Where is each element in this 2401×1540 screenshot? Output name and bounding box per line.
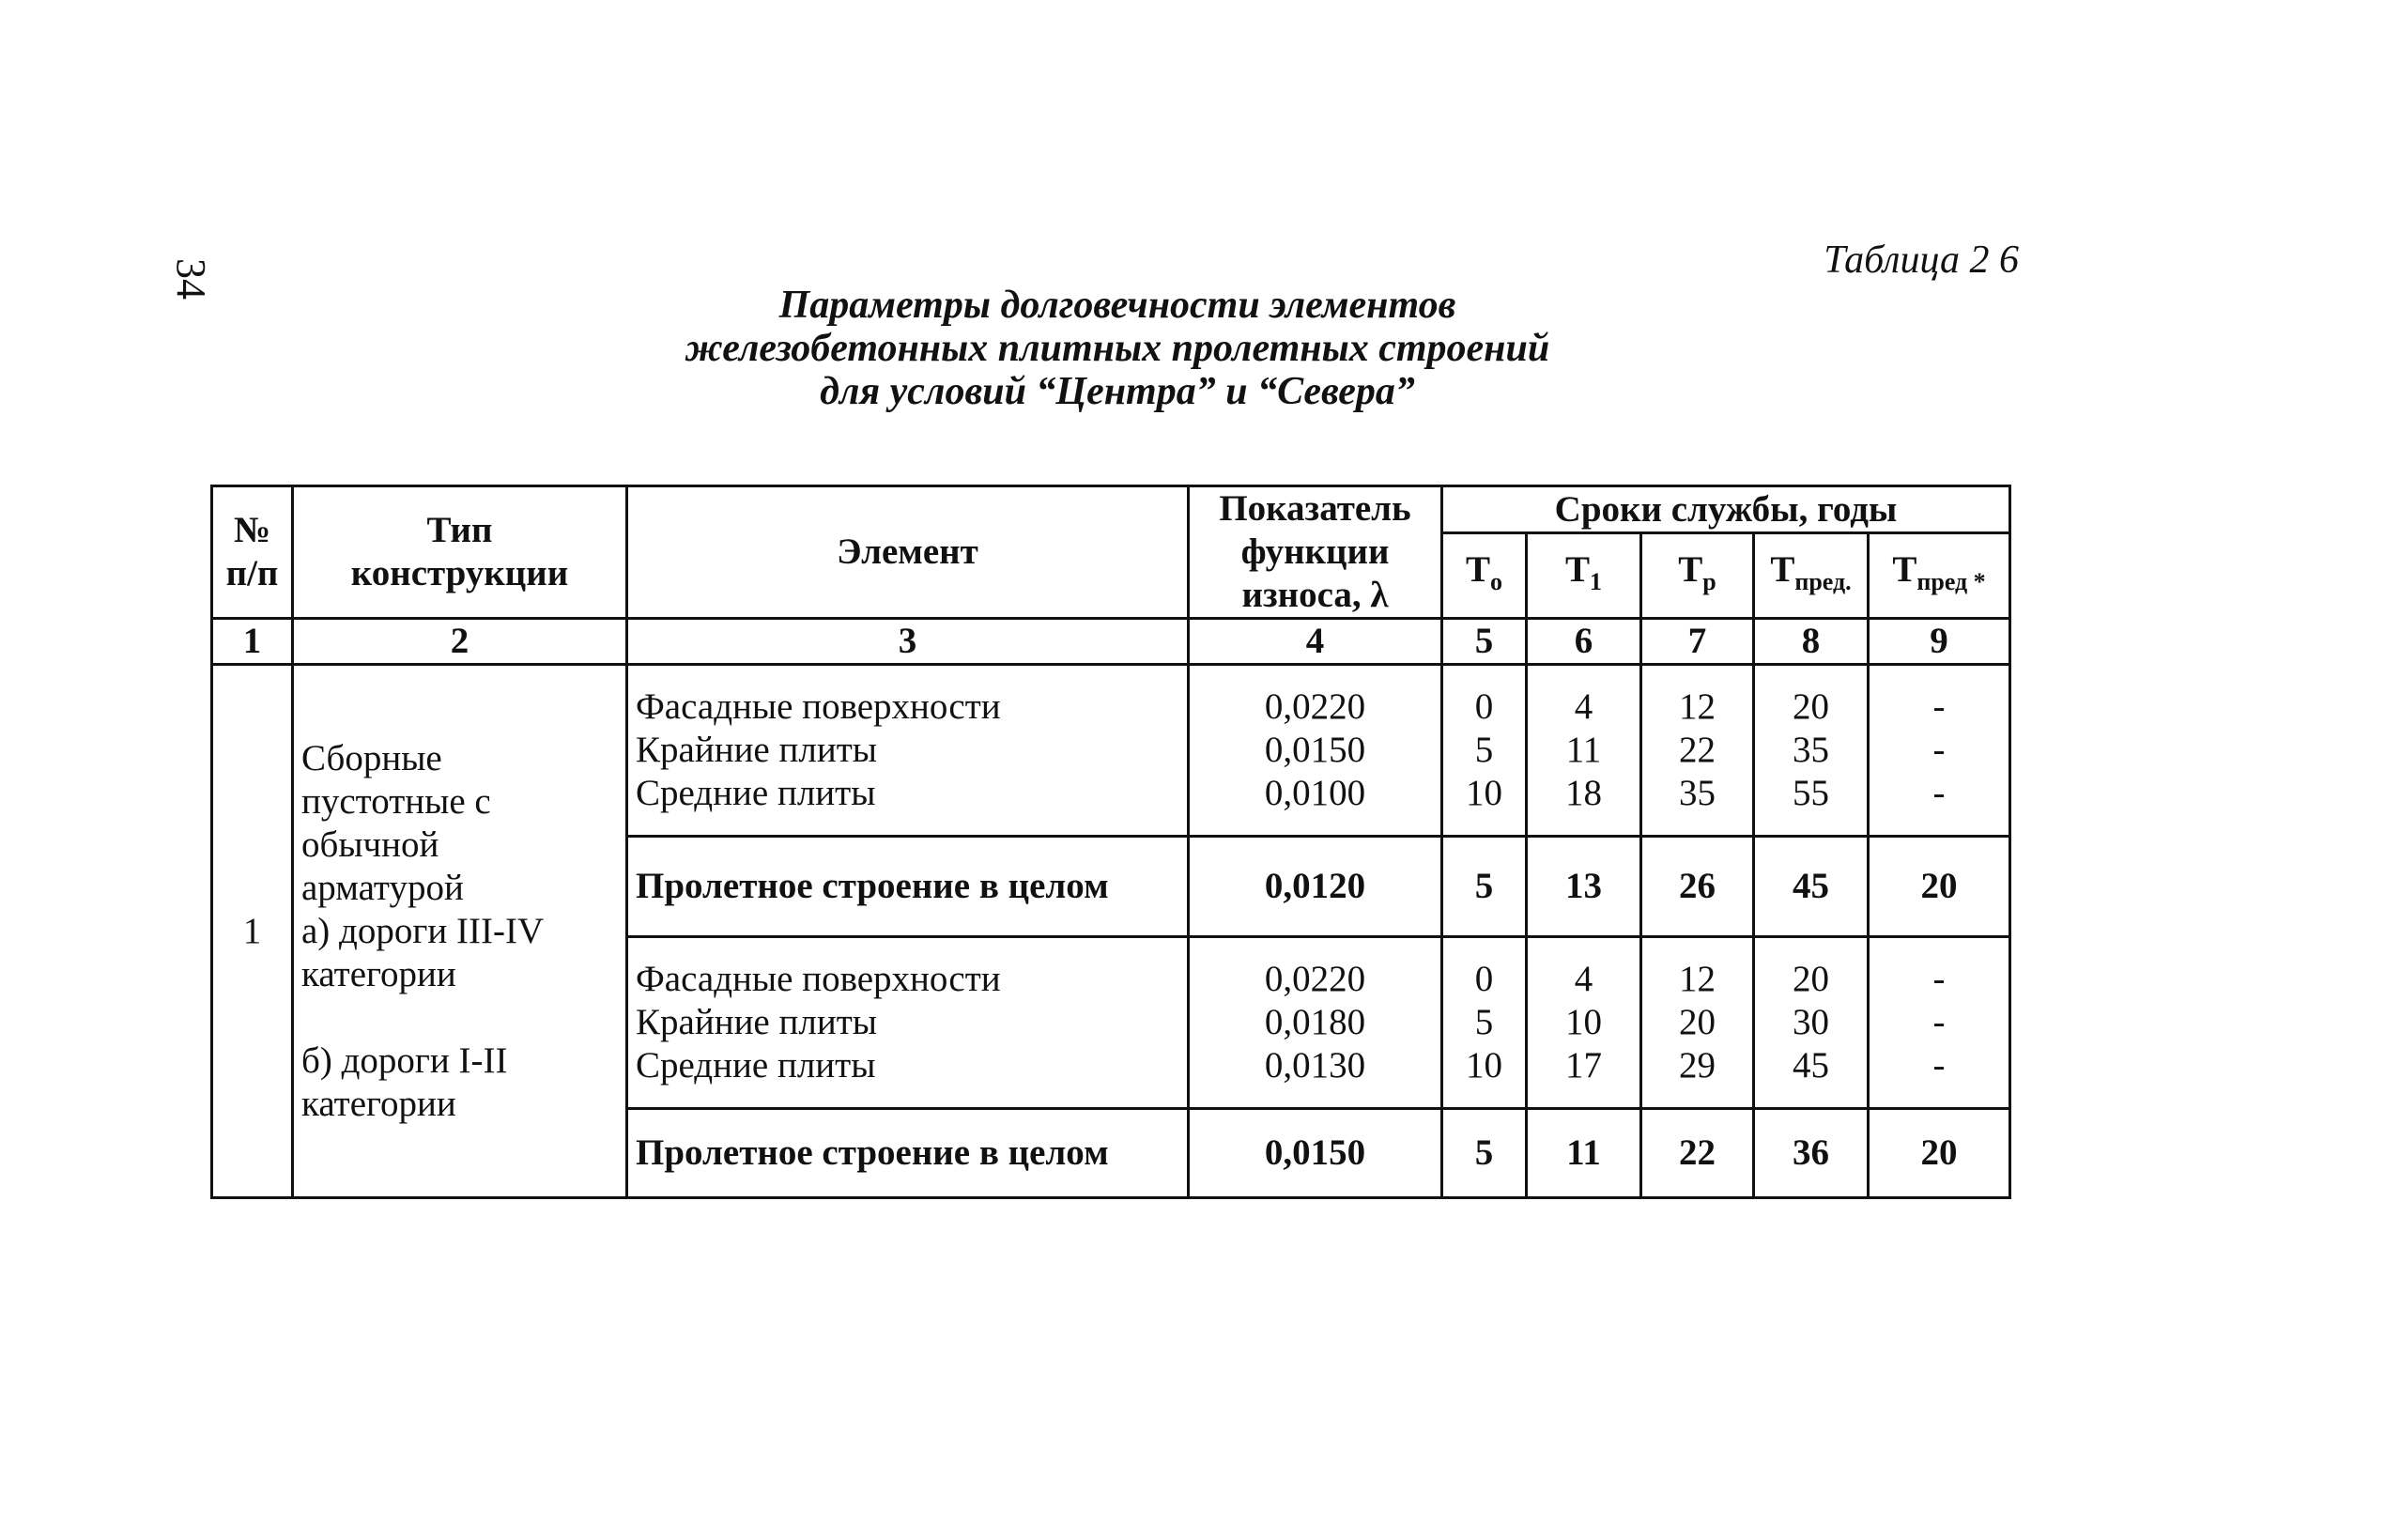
durability-table [210,485,2011,1199]
t-subscript: 1 [1590,567,1602,595]
t1-value: 10 [1565,1002,1602,1042]
total-tpred: 36 [1754,1109,1869,1198]
element-names-cell [627,937,1189,1109]
element-name: Крайние плиты [636,730,877,770]
t0-values-cell [1442,937,1527,1109]
column-number: 6 [1527,619,1641,665]
tpred-star-value: - [1932,730,1946,770]
element-name: Фасадные поверхности [636,686,1001,727]
tpred-value: 20 [1793,959,1829,999]
title-line: для условий “Центра” и “Севера” [820,370,1415,413]
column-number: 8 [1754,619,1869,665]
tpred-star-value: - [1932,686,1946,727]
construction-type-line: б) дороги I-II [301,1040,508,1081]
tp-value: 35 [1679,773,1716,813]
t-subscript: пред * [1916,567,1986,595]
column-number: 2 [293,619,627,665]
header-text: № [233,510,271,550]
construction-type-line: Сборные [301,737,442,778]
lambda-value: 0,0130 [1264,1045,1366,1086]
header-text: конструкции [350,553,569,593]
header-tpred-star [1869,533,2010,619]
t-symbol: Т [1770,548,1795,590]
tp-value: 20 [1679,1002,1716,1042]
header-tp [1641,533,1754,619]
construction-type-line: категории [301,1083,456,1124]
t1-values-cell [1527,665,1641,837]
header-wear-index [1189,486,1442,619]
tpred-star-values-cell [1869,665,2010,837]
element-name: Крайние плиты [636,1002,877,1042]
construction-type-spacer [301,996,618,1040]
t1-value: 4 [1574,959,1593,999]
element-name: Средние плиты [636,1045,876,1086]
tp-value: 29 [1679,1045,1716,1086]
t-subscript: р [1702,567,1716,595]
title-line: Параметры долговечности элементов [778,284,1456,327]
page-number: 34 [168,258,214,300]
tp-value: 22 [1679,730,1716,770]
tp-value: 12 [1679,686,1716,727]
tpred-values-cell [1754,665,1869,837]
tpred-star-value: - [1932,1045,1946,1086]
tpred-star-value: - [1932,773,1946,813]
column-number: 3 [627,619,1189,665]
total-tpred: 45 [1754,837,1869,937]
tpred-star-value: - [1932,1002,1946,1042]
column-number: 5 [1442,619,1527,665]
total-t0: 5 [1442,1109,1527,1198]
lambda-value: 0,0100 [1264,773,1366,813]
tp-values-cell [1641,937,1754,1109]
total-name: Пролетное строение в целом [627,837,1189,937]
total-tp: 22 [1641,1109,1754,1198]
lambda-values-cell [1189,937,1442,1109]
header-text: Тип [426,510,493,550]
table-label: Таблица 2 6 [1824,239,2019,282]
t-symbol: Т [1564,548,1590,590]
lambda-value: 0,0220 [1264,959,1366,999]
header-text: функции [1240,531,1390,572]
header-text: износа, λ [1241,575,1389,615]
total-lambda: 0,0150 [1189,1109,1442,1198]
header-row-number [212,486,293,619]
t-subscript: пред. [1794,567,1852,595]
tpred-value: 35 [1793,730,1829,770]
total-t0: 5 [1442,837,1527,937]
tpred-value: 30 [1793,1002,1829,1042]
table-row [212,665,2010,837]
construction-type-cell [293,665,627,1198]
total-tp: 26 [1641,837,1754,937]
tpred-star-values-cell [1869,937,2010,1109]
t0-value: 5 [1474,730,1494,770]
t0-values-cell [1442,665,1527,837]
column-number: 4 [1189,619,1442,665]
header-service-life: Сроки службы, годы [1442,486,2010,533]
header-element: Элемент [627,486,1189,619]
t0-value: 10 [1466,773,1502,813]
lambda-value: 0,0150 [1264,730,1366,770]
element-names-cell [627,665,1189,837]
total-name: Пролетное строение в целом [627,1109,1189,1198]
t-symbol: Т [1892,548,1917,590]
header-t0 [1442,533,1527,619]
header-tpred [1754,533,1869,619]
total-tpred-star: 20 [1869,837,2010,937]
lambda-value: 0,0220 [1264,686,1366,727]
tp-value: 12 [1679,959,1716,999]
tpred-values-cell [1754,937,1869,1109]
total-t1: 13 [1527,837,1641,937]
t0-value: 0 [1474,686,1494,727]
column-number: 7 [1641,619,1754,665]
t1-values-cell [1527,937,1641,1109]
header-construction-type [293,486,627,619]
tpred-star-value: - [1932,959,1946,999]
total-lambda: 0,0120 [1189,837,1442,937]
lambda-values-cell [1189,665,1442,837]
tpred-value: 45 [1793,1045,1829,1086]
construction-type-line: а) дороги III-IV [301,910,545,951]
lambda-value: 0,0180 [1264,1002,1366,1042]
total-tpred-star: 20 [1869,1109,2010,1198]
t1-value: 17 [1565,1045,1602,1086]
title-line: железобетонных плитных пролетных строений [685,327,1550,370]
construction-type-line: арматурой [301,867,464,908]
tp-values-cell [1641,665,1754,837]
tpred-value: 55 [1793,773,1829,813]
header-text: Показатель [1219,488,1411,529]
t1-value: 18 [1565,773,1602,813]
t0-value: 5 [1474,1002,1494,1042]
t1-value: 11 [1565,730,1602,770]
element-name: Средние плиты [636,773,876,813]
construction-type-line: категории [301,953,456,994]
t0-value: 0 [1474,959,1494,999]
tpred-value: 20 [1793,686,1829,727]
element-name: Фасадные поверхности [636,959,1001,999]
t-subscript: о [1490,567,1502,595]
construction-type-line: пустотные с [301,780,491,822]
t-symbol: Т [1678,548,1703,590]
row-number-cell: 1 [212,665,293,1198]
column-number: 9 [1869,619,2010,665]
header-text: п/п [225,553,279,593]
document-title [376,284,1859,413]
t-symbol: Т [1465,548,1490,590]
column-number: 1 [212,619,293,665]
total-t1: 11 [1527,1109,1641,1198]
construction-type-line: обычной [301,824,439,865]
header-t1 [1527,533,1641,619]
t0-value: 10 [1466,1045,1502,1086]
t1-value: 4 [1574,686,1593,727]
